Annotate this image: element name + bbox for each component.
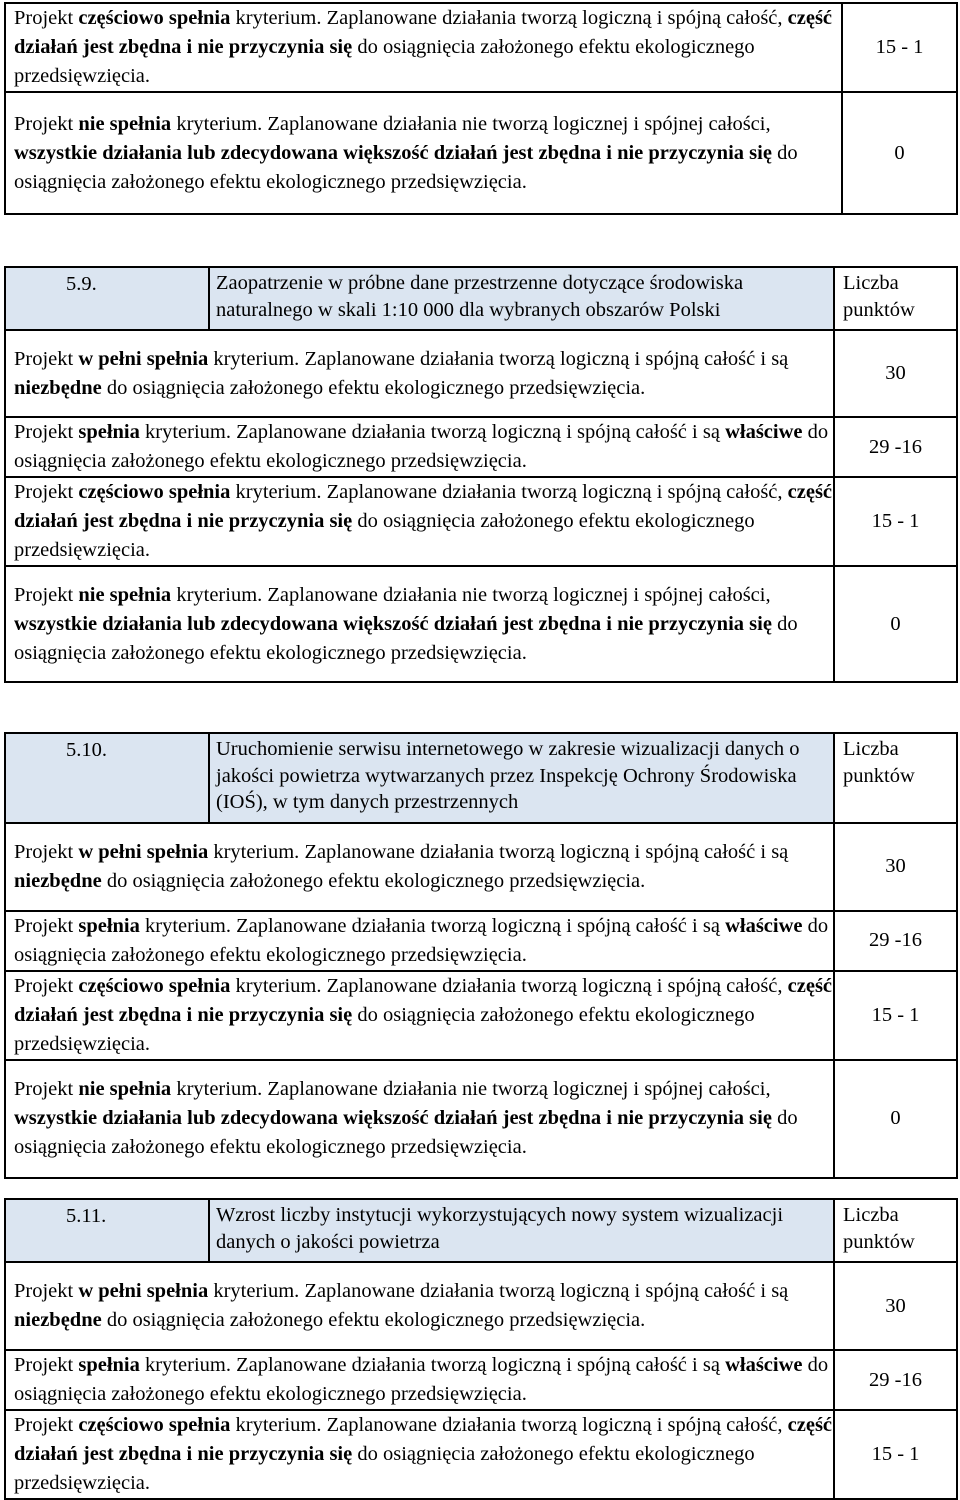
section-number: 5.10. [5, 733, 209, 823]
points-header: Liczba punktów [834, 1199, 957, 1262]
score-full: 30 [834, 823, 957, 911]
score-full: 30 [834, 330, 957, 417]
criterion-not-text: Projekt nie spełnia kryterium. Zaplanowane działania nie tworzą logicznej i spójnej całości, wszystkie działania lub zdecydowana większość działań jest zbędna i nie przyczynia się do osiągnięcia założonego efektu ekologicznego przedsięwzięcia. [5, 92, 842, 214]
criterion-row-partial [5, 971, 957, 1060]
criterion-row-partial [5, 477, 957, 566]
criterion-row-partial [5, 1410, 957, 1499]
score-good: 29 -16 [834, 911, 957, 971]
criterion-row-not [5, 92, 957, 214]
section-header [5, 1199, 957, 1262]
section-title: Wzrost liczby instytucji wykorzystujących nowy system wizualizacji danych o jakości powietrza [209, 1199, 834, 1262]
criterion-good-text: Projekt spełnia kryterium. Zaplanowane działania tworzą logiczną i spójną całość i są właściwe do osiągnięcia założonego efektu ekologicznego przedsięwzięcia. [5, 1350, 834, 1410]
score-partial: 15 - 1 [834, 971, 957, 1060]
section-number: 5.11. [5, 1199, 209, 1262]
criteria-table-5-10 [4, 732, 958, 1179]
criterion-good-text: Projekt spełnia kryterium. Zaplanowane działania tworzą logiczną i spójną całość i są właściwe do osiągnięcia założonego efektu ekologicznego przedsięwzięcia. [5, 911, 834, 971]
criterion-row-good [5, 1350, 957, 1410]
criterion-row-not [5, 1060, 957, 1178]
criterion-row-full [5, 330, 957, 417]
criterion-row-good [5, 911, 957, 971]
criterion-partial-text: Projekt częściowo spełnia kryterium. Zaplanowane działania tworzą logiczną i spójną całość, część działań jest zbędna i nie przyczynia się do osiągnięcia założonego efektu ekologicznego przedsięwzięcia. [5, 477, 834, 566]
score-partial: 15 - 1 [834, 477, 957, 566]
criteria-table-continued [4, 2, 958, 215]
score-partial: 15 - 1 [834, 1410, 957, 1499]
criterion-partial-text: Projekt częściowo spełnia kryterium. Zaplanowane działania tworzą logiczną i spójną całość, część działań jest zbędna i nie przyczynia się do osiągnięcia założonego efektu ekologicznego przedsięwzięcia. [5, 3, 842, 92]
criterion-good-text: Projekt spełnia kryterium. Zaplanowane działania tworzą logiczną i spójną całość i są właściwe do osiągnięcia założonego efektu ekologicznego przedsięwzięcia. [5, 417, 834, 477]
criterion-full-text: Projekt w pełni spełnia kryterium. Zaplanowane działania tworzą logiczną i spójną całość i są niezbędne do osiągnięcia założonego efektu ekologicznego przedsięwzięcia. [5, 330, 834, 417]
score-good: 29 -16 [834, 417, 957, 477]
criterion-row-full [5, 823, 957, 911]
criterion-row-full [5, 1262, 957, 1350]
section-title: Uruchomienie serwisu internetowego w zakresie wizualizacji danych o jakości powietrza wytwarzanych przez Inspekcję Ochrony Środowiska (IOŚ), w tym danych przestrzennych [209, 733, 834, 823]
criterion-full-text: Projekt w pełni spełnia kryterium. Zaplanowane działania tworzą logiczną i spójną całość i są niezbędne do osiągnięcia założonego efektu ekologicznego przedsięwzięcia. [5, 823, 834, 911]
criterion-full-text: Projekt w pełni spełnia kryterium. Zaplanowane działania tworzą logiczną i spójną całość i są niezbędne do osiągnięcia założonego efektu ekologicznego przedsięwzięcia. [5, 1262, 834, 1350]
criterion-row-not [5, 566, 957, 682]
criterion-not-text: Projekt nie spełnia kryterium. Zaplanowane działania nie tworzą logicznej i spójnej całości, wszystkie działania lub zdecydowana większość działań jest zbędna i nie przyczynia się do osiągnięcia założonego efektu ekologicznego przedsięwzięcia. [5, 566, 834, 682]
points-header: Liczba punktów [834, 733, 957, 823]
score-good: 29 -16 [834, 1350, 957, 1410]
criterion-not-text: Projekt nie spełnia kryterium. Zaplanowane działania nie tworzą logicznej i spójnej całości, wszystkie działania lub zdecydowana większość działań jest zbędna i nie przyczynia się do osiągnięcia założonego efektu ekologicznego przedsięwzięcia. [5, 1060, 834, 1178]
criterion-partial-text: Projekt częściowo spełnia kryterium. Zaplanowane działania tworzą logiczną i spójną całość, część działań jest zbędna i nie przyczynia się do osiągnięcia założonego efektu ekologicznego przedsięwzięcia. [5, 971, 834, 1060]
score-none: 0 [834, 566, 957, 682]
score-none: 0 [842, 92, 957, 214]
score-none: 0 [834, 1060, 957, 1178]
criterion-partial-text: Projekt częściowo spełnia kryterium. Zaplanowane działania tworzą logiczną i spójną całość, część działań jest zbędna i nie przyczynia się do osiągnięcia założonego efektu ekologicznego przedsięwzięcia. [5, 1410, 834, 1499]
criterion-row-good [5, 417, 957, 477]
points-header: Liczba punktów [834, 267, 957, 330]
section-title: Zaopatrzenie w próbne dane przestrzenne dotyczące środowiska naturalnego w skali 1:10 000 dla wybranych obszarów Polski [209, 267, 834, 330]
criterion-row-partial [5, 3, 957, 92]
section-header [5, 733, 957, 823]
score-partial: 15 - 1 [842, 3, 957, 92]
section-number: 5.9. [5, 267, 209, 330]
criteria-table-5-9 [4, 266, 958, 683]
score-full: 30 [834, 1262, 957, 1350]
section-header [5, 267, 957, 330]
criteria-table-5-11 [4, 1198, 958, 1500]
